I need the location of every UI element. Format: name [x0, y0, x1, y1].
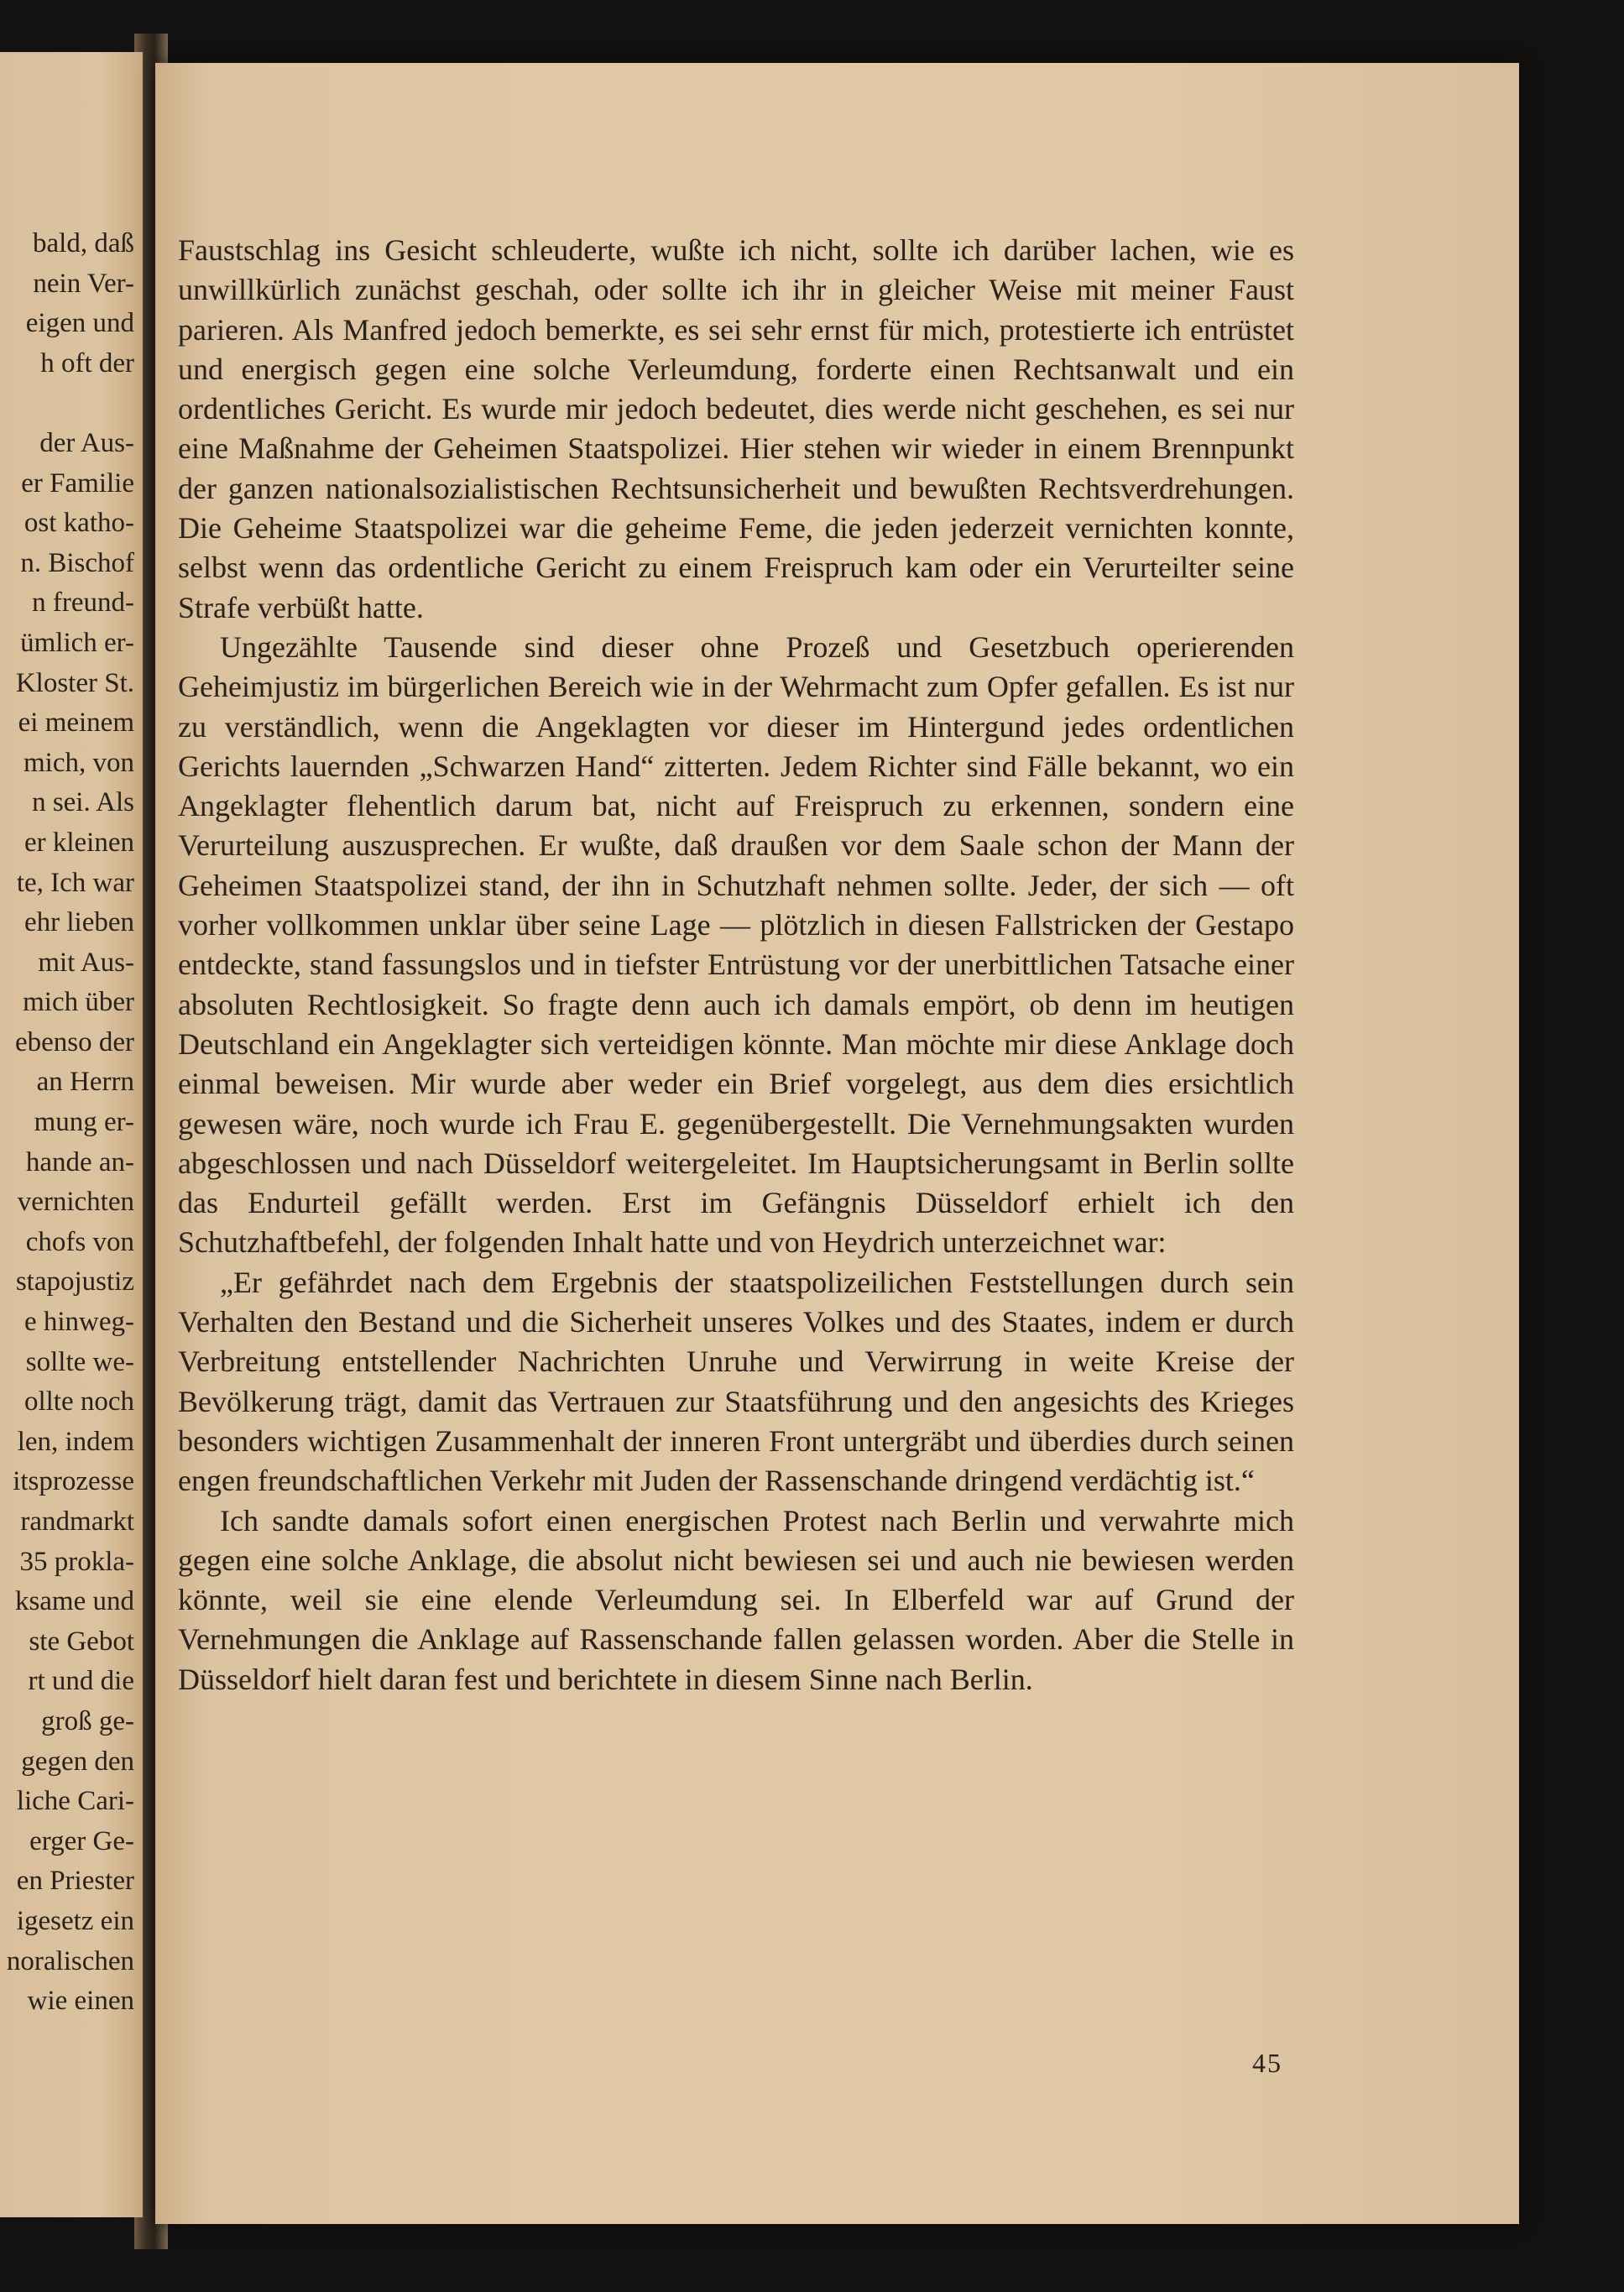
left-page-line: ümlich er- — [20, 627, 134, 658]
left-page-line: sollte we- — [25, 1346, 134, 1377]
left-page-line: mich, von — [23, 747, 134, 778]
left-page-line: gegen den — [21, 1746, 134, 1777]
paragraph: Ich sandte damals sofort einen energischen Protest nach Berlin und verwahrte mich gegen eine solche Anklage, die absolut nicht bewiesen sei und auch nie bewiesen werden könnte, weil sie eine elende Verleumdung sei. In Elberfeld war auf Grund der Vernehmungen die Anklage auf Rassenschande fallen gelassen worden. Aber die Stelle in Düsseldorf hielt daran fest und berichtete in diesem Sinne nach Berlin. — [178, 1503, 1294, 1696]
paragraph: Faustschlag ins Gesicht schleuderte, wußte ich nicht, sollte ich darüber lachen, wie es unwillkürlich zunächst geschah, oder sollte ich ihr in gleicher Weise mit meiner Faust parieren. Als Manfred jedoch bemerkte, es sei sehr ernst für mich, protestierte ich entrüstet und energisch gegen eine solche Verleumdung, forderte einen Rechtsanwalt und ein ordentliches Gericht. Es wurde mir jedoch bedeutet, dies werde nicht geschehen, es sei nur eine Maßnahme der Geheimen Staatspolizei. Hier stehen wir wieder in einem Brennpunkt der ganzen nationalsozialistischen Rechtsunsicherheit und bewußten Rechtsverdrehungen. Die Geheime Staatspolizei war die geheime Feme, die jeden jederzeit vernichten konnte, selbst wenn das ordentliche Gericht zu einem Freispruch kam oder ein Verurteilter seine Strafe verbüßt hatte. — [178, 233, 1294, 624]
left-page-line: mich über — [23, 987, 134, 1018]
left-page-line: itsprozesse — [13, 1466, 134, 1497]
left-page-line: e hinweg- — [23, 1307, 134, 1338]
left-page-line: eigen und — [25, 308, 134, 339]
left-page-line: ost katho- — [23, 508, 134, 539]
left-page-line: n sei. Als — [32, 787, 134, 818]
left-page-line: ebenso der — [14, 1026, 134, 1057]
left-page-line: er Familie — [21, 467, 134, 499]
left-page-line: h oft der — [40, 347, 134, 379]
left-page-line: randmarkt — [20, 1506, 134, 1537]
left-page-line: an Herrn — [36, 1067, 134, 1098]
left-page-line: mit Aus- — [38, 947, 134, 978]
left-page-line: Kloster St. — [15, 667, 134, 698]
left-page-line: der Aus- — [39, 427, 134, 458]
left-page-line: ksame und — [14, 1586, 134, 1617]
paragraph: Ungezählte Tausende sind dieser ohne Prozeß und Gesetzbuch operierenden Geheimjustiz im bürgerlichen Bereich wie in der Wehrmacht zum Opfer gefallen. Es ist nur zu verständlich, wenn die Angeklagten vor dieser im Hintergund jedes ordentlichen Gerichts lauernden „Schwarzen Hand“ zitterten. Jedem Richter sind Fälle bekannt, wo ein Angeklagter flehentlich darum bat, nicht auf Freispruch zu erkennen, sondern eine Verurteilung auszusprechen. Er wußte, daß draußen vor dem Saale schon der Mann der Geheimen Staatspolizei stand, der ihn in Schutzhaft nehmen sollte. Jeder, der sich — oft vorher vollkommen unklar über seine Lage — plötzlich in diesen Fallstricken der Gestapo entdeckte, stand fassungslos und in tiefster Entrüstung vor der unerbittlichen Tatsache einer absoluten Rechtlosigkeit. So fragte denn auch ich damals empört, ob denn im heutigen Deutschland ein Angeklagter sich verteidigen könnte. Man möchte mir diese Anklage doch einmal beweisen. Mir wurde aber weder ein Brief vorgelegt, aus dem dies ersichtlich gewesen wäre, noch wurde ich Frau E. gegenübergestellt. Die Vernehmungsakten wurden abgeschlossen und nach Düsseldorf weitergeleitet. Im Hauptsicherungsamt in Berlin sollte das Endurteil gefällt werden. Erst im Gefängnis Düsseldorf erhielt ich den Schutzhaftbefehl, der folgenden Inhalt hatte und von Heydrich unterzeichnet war: — [178, 629, 1294, 1260]
quoted-order-paragraph: „Er gefährdet nach dem Ergebnis der staatspolizeilichen Feststellungen durch sein Verhalten den Bestand und die Sicherheit unseres Volkes und des Staates, indem er durch Verbreitung entstellender Nachrichten Unruhe und Verwirrung in weite Kreise der Bevölkerung trägt, damit das Vertrauen zur Staatsführung und den angesichts des Krieges besonders wichtigen Zusammenhalt der inneren Front untergräbt und überdies durch seinen engen freundschaftlichen Verkehr mit Juden der Rassenschande dringend verdächtig ist.“ — [178, 1265, 1294, 1498]
left-page-line: ollte noch — [23, 1386, 134, 1417]
left-page-line: hande an- — [25, 1146, 134, 1177]
left-page-text-fragments — [0, 224, 134, 2022]
page-number: 45 — [1252, 2048, 1282, 2078]
left-page-line: liche Cari- — [16, 1786, 134, 1817]
body-text — [178, 231, 1294, 1699]
left-page-line: mung er- — [34, 1107, 134, 1138]
left-page-line: len, indem — [17, 1426, 134, 1457]
left-page-line: igesetz ein — [16, 1905, 134, 1936]
left-page-line: er kleinen — [23, 827, 134, 858]
left-page-line: nein Ver- — [33, 268, 134, 299]
left-page-line: rt und die — [28, 1666, 134, 1697]
left-page-line: wie einen — [27, 1986, 134, 2017]
left-page-line: ste Gebot — [29, 1626, 134, 1657]
left-page-line: te, Ich war — [16, 867, 134, 898]
left-page-line: chofs von — [25, 1226, 134, 1257]
left-page-line: ei meinem — [18, 707, 134, 739]
left-page-line: ehr lieben — [23, 907, 134, 938]
left-page-line: noralischen — [6, 1945, 134, 1976]
left-facing-page — [0, 52, 143, 2217]
left-page-line — [0, 384, 134, 424]
left-page-line: en Priester — [16, 1866, 134, 1897]
left-page-line: stapojustiz — [15, 1266, 134, 1297]
left-page-line: vernichten — [17, 1187, 134, 1218]
left-page-line: bald, daß — [33, 228, 134, 258]
left-page-line: 35 prokla- — [19, 1546, 134, 1577]
left-page-line: n. Bischof — [20, 547, 134, 578]
main-page — [155, 63, 1519, 2224]
left-page-line: groß ge- — [41, 1705, 134, 1736]
left-page-line: n freund- — [32, 587, 134, 619]
left-page-line: erger Ge- — [29, 1825, 134, 1856]
